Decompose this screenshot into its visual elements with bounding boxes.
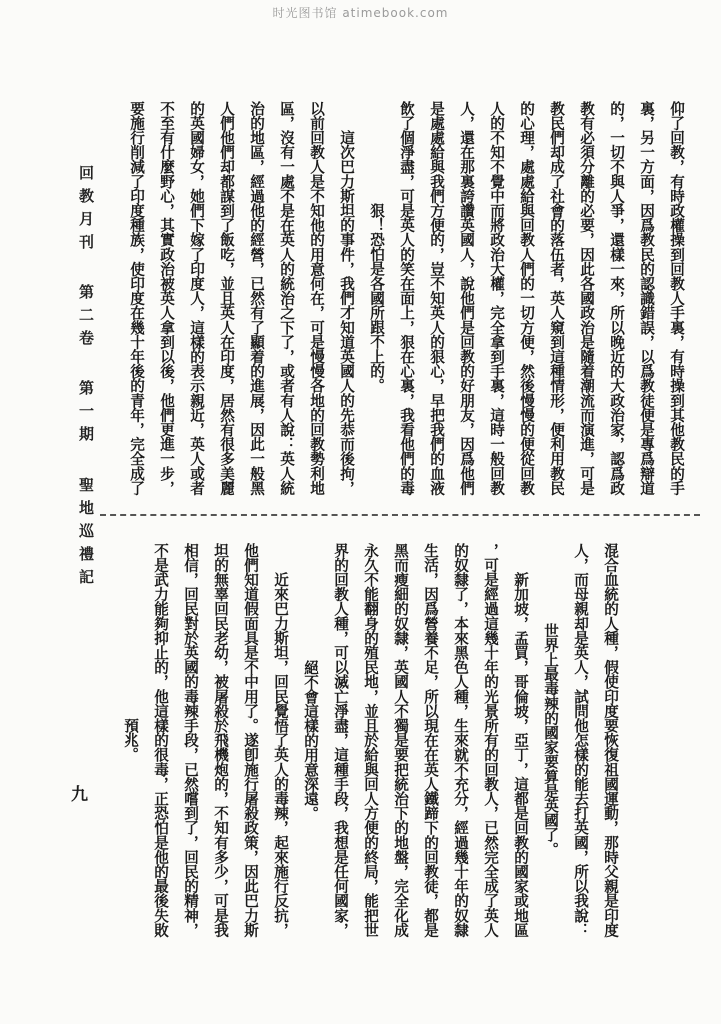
column-text: 教民們却成了社會的落伍者，英人窺到這種情形，便利用教民 [548, 100, 565, 496]
column-text: 的奴隸了，本來黑色人種，生來就不充分，經過幾十年的奴隸 [452, 542, 469, 938]
column-text: 生活，因爲營養不足，所以現在在英人鐵蹄下的回教徒，都是 [422, 542, 439, 938]
text-column [317, 540, 347, 940]
column-text: 是處處給與我們方便的，豈不知英人的狠心，早把我們的血液 [428, 100, 445, 496]
column-text: 黑而瘦細的奴隸，英國人不獨是要把統治下的地盤，完全化成 [392, 542, 409, 938]
column-text: 永久不能翻身的殖民地，並且於給與回人方便的終局，能把世 [362, 542, 379, 938]
text-column [293, 88, 323, 508]
text-column [323, 88, 353, 508]
text-column [443, 88, 473, 508]
column-text: 教有必須分離的必要，因此各國政治是隨着潮流而演進，可是 [578, 100, 595, 496]
text-column [377, 540, 407, 940]
column-text: 要施行削減了印度種族，使印度在幾十年後的青年，完全成了 [128, 100, 145, 496]
column-text: 絕不會這樣的用意深遠。 [302, 659, 319, 821]
text-column [563, 88, 593, 508]
text-column [467, 540, 497, 940]
text-column [143, 88, 173, 508]
column-text: 新加坡，孟買，哥倫坡，亞丁，這都是回教的國家或地區 [512, 542, 529, 938]
text-column [197, 540, 227, 940]
column-text: 不至有什麼野心，其實政治被英人拿到以後，他們更進一步， [158, 100, 175, 496]
top-text-block [113, 88, 683, 508]
text-column [623, 88, 653, 508]
text-column [203, 88, 233, 508]
text-column [167, 540, 197, 940]
column-text: 混合血統的人種，假使印度要恢復祖國運動，那時父親是印度 [602, 542, 619, 938]
page-number: 九 [71, 785, 88, 805]
text-column [533, 88, 563, 508]
column-text: 世界上最毒辣的國家要算是英國了。 [542, 623, 559, 857]
watermark: 时光图书馆 atimebook.com [272, 6, 449, 20]
column-text: 人的不知不覺中而將政治大權，完全拿到手裏，這時一般回教 [488, 100, 505, 496]
column-text: 的，一切不與人爭，還樣一來，所以晚近的大政治家，認爲政 [608, 100, 625, 496]
article-title: 聖地巡禮記 [77, 476, 95, 592]
text-column [107, 540, 137, 940]
text-column [227, 540, 257, 940]
column-text: 治的地區，經過他的經營，已然有了顯着的進展，因此一般黑 [248, 100, 265, 496]
column-text: 飲了個淨盡，可是英人的笑在面上，狠在心裏，我看他們的毒 [398, 100, 415, 496]
column-text: 坦的無辜回民老幼，被屠殺於飛機炮的，不知有多少，可是我 [212, 542, 229, 938]
column-text: 近來巴力斯坦，回民覺悟了英人的毒辣，起來施行反抗， [272, 542, 289, 938]
column-text: 區，沒有一處不是在英人的統治之下了，或者有人說：英人統 [278, 100, 295, 496]
text-column [437, 540, 467, 940]
text-column [413, 88, 443, 508]
column-text: 他們知道假面具是不中用了。遂卽施行屠殺政策，因此巴力斯 [242, 542, 259, 938]
text-column [233, 88, 263, 508]
column-text: 相信，回民對於英國的毒辣手段，已然嚐到了，回民的精神， [182, 542, 199, 938]
column-text: 界的回教人種，可以滅亡淨盡，這種手段，我想是任何國家， [332, 542, 349, 938]
text-column [503, 88, 533, 508]
column-text: 裏，另一方面，因爲教民的認識錯誤，以爲教徒便是專爲辯道 [638, 100, 655, 496]
text-column [653, 88, 683, 508]
text-column [473, 88, 503, 508]
text-column [287, 540, 317, 940]
column-text: 的心理，處處給與回教人們的一切方便，然後慢慢的便從回教 [518, 100, 535, 496]
column-text: 以前回教人是不知他的用意何在，可是慢慢各地的回教勢利地 [308, 100, 325, 496]
column-text: ，可是經過這幾十年的光景所有的回教人，已然完全成了英人 [482, 542, 499, 938]
text-column [113, 88, 143, 508]
text-column [353, 88, 383, 508]
text-column [383, 88, 413, 508]
text-column [173, 88, 203, 508]
text-column [257, 540, 287, 940]
text-column [407, 540, 437, 940]
column-text: 這次巴力斯坦的事件，我們才知道英國人的先恭而後拘， [338, 100, 355, 496]
text-column [137, 540, 167, 940]
text-column [587, 540, 617, 940]
text-column [347, 540, 377, 940]
text-column [527, 540, 557, 940]
column-text: 狠！恐怕是各國所跟不上的。 [368, 203, 385, 393]
text-column [263, 88, 293, 508]
issue-label: 第一期 [77, 380, 95, 450]
column-text: 預兆。 [122, 718, 139, 762]
column-text: 的英國婦女，她們下嫁了印度人，這樣的表示親近，英人或者 [188, 100, 205, 496]
column-text: 人，而母親却是英人，試問他怎樣的能去打英國，所以我說： [572, 542, 589, 938]
running-header [76, 165, 97, 614]
text-column [593, 88, 623, 508]
text-column [557, 540, 587, 940]
column-text: 人們他們却都謀到了飯吃，並且英人在印度，居然有很多美麗 [218, 100, 235, 496]
section-divider [100, 514, 700, 516]
bottom-text-block [107, 540, 617, 940]
column-text: 不是武力能夠抑止的，他這樣的很毒，正恐怕是他的最後失敗 [152, 542, 169, 938]
column-text: 人，還在那裏誇讚英國人，說他們是回教的好朋友，因爲他們 [458, 100, 475, 496]
text-column [497, 540, 527, 940]
volume-label: 第二卷 [77, 284, 95, 354]
column-text: 仰了回教，有時政權操到回教人手裏，有時操到其他教民的手 [668, 100, 685, 496]
journal-title: 回教月刊 [77, 165, 95, 257]
